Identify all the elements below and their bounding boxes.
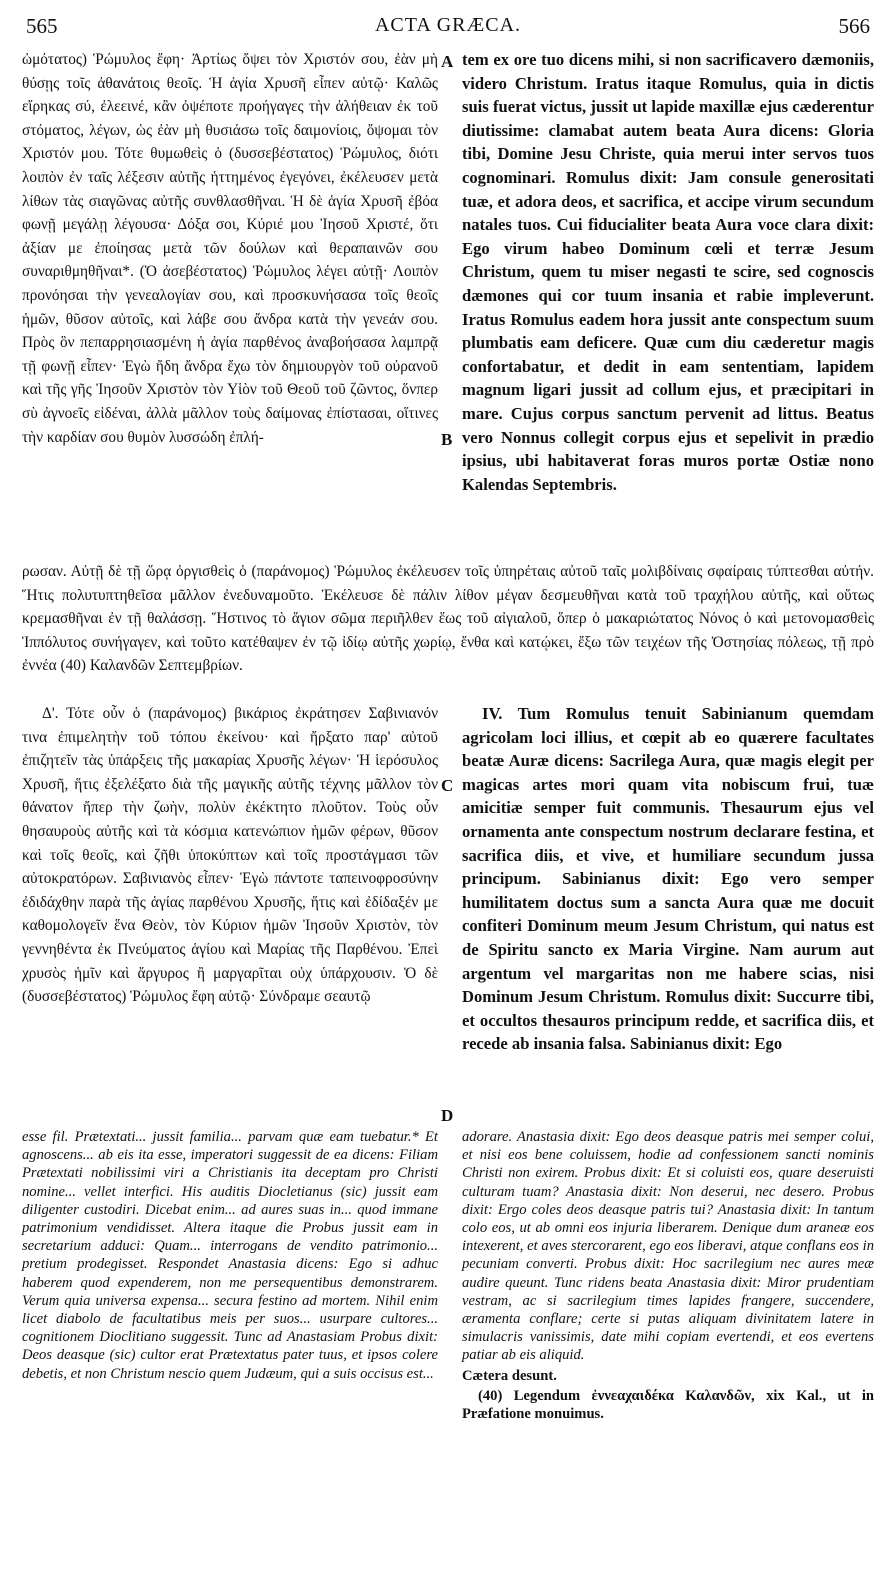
footnote-left-text: esse fil. Prætextati... jussit familia... parvam quæ eam tuebatur.* Et agnoscens... ab eis ita esse, imperatori suggessit de ea dicens: Filiam Prætextati nobilissimi viri a Christianis ita deceptam pro Christi nomine... vellet interfici. His auditis Diocletianus (sic) jussit eam diligenter custodiri. Dicebat enim... ad aures suas in... quod immane patrimonium vendidisset. Altera itaque die Probus jussit eam in secretarium adduci: Quam... interrogans de vendito patrimonio... pretium prodegisset. Respondet Anastasia dicens: Ego si adhuc haberem quod expenderem, non me persequentibus demonstrarem. Verum quia universa expensa... secura festino ad mortem. Nihil enim licet diabolo de facultatibus meis per suos... usurpare cultores... cognitionem Dioclitiano suggessit. Tunc ad Anastasiam Probus dixit: Deos deasque (sic) cultor erat Prætextatus pater tuus, et ipsos colere debetis, et non Christum nescio quem Judæum, qui a suis occisus est...: [22, 1129, 438, 1382]
greek-column-lower: [22, 702, 438, 1009]
footnote-40: (40) Legendum ἐννεαχαιδέκα Καλανδῶν, xix Kal., ut in Præfatione monuimus.: [462, 1387, 874, 1423]
greek-text-upper: ὠμότατος) Ῥώμυλος ἔφη· Ἀρτίως ὄψει τὸν Χριστόν σου, ἐὰν μὴ θύσῃς τοῖς ἀθανάτοις θεοῖς. Ἡ ἁγία Χρυσῆ εἶπεν αὐτῷ· Καλῶς εἴρηκας σύ, ἐλεεινέ, κἂν ὀψέποτε προήγαγες τὴν ἀλήθειαν ἐκ τοῦ στόματος, λέγων, ὡς ἐὰν μὴ θυσιάσω τοῖς δαιμονίοις, ὄψομαι τὸν Χριστόν μου. Τότε θυμωθεὶς ὁ (δυσσεβέστατος) Ῥώμυλος, διότι λοιπὸν ἐν ταῖς λέξεσιν αὐτῆς ἡττημένος ἐγεγόνει, ἐκέλευσεν μετὰ λίθων τὰς σιαγῶνας αὐτῆς συνθλασθῆναι. Ἡ δὲ ἁγία Χρυσῆ ἐβόα φωνῇ μεγάλῃ λέγουσα· Δόξα σοι, Κύριέ μου Ἰησοῦ Χριστέ, ὅτι ἀξίαν με ἐποίησας μετὰ τῶν δούλων καὶ θεραπαινῶν σου συναριθμηθῆναι*. (Ὁ ἀσεβέστατος) Ῥώμυλος λέγει αὐτῇ· Λοιπὸν προνόησαι τὴν γενεαλογίαν σου, καὶ προσκυνήσασα τοῖς θεοῖς ἡμῶν, θῦσον αὐτοῖς, καὶ λάβε σου ἄνδρα κατὰ τὴν γενεάν σου. Πρὸς ὃν πεπαρρησιασμένη ἡ ἁγία παρθένος ἀναβοήσασα λαμπρᾷ τῇ φωνῇ εἶπεν· Ἐγὼ ἤδη ἄνδρα ἔχω τὸν δημιουργὸν τοῦ οὐρανοῦ καὶ τῆς γῆς Ἰησοῦν Χριστὸν τὸν Υἱὸν τοῦ Θεοῦ τοῦ ζῶντος, ὅνπερ σὺ ἀγνοεῖς εἰδέναι, ἀλλὰ μᾶλλον τοὺς δαίμονας ἐπίστασαι, οἵτινες τὴν καρδίαν σου θυμὸν λυσσώδη ἐπλή-: [22, 51, 438, 446]
latin-text-lower: IV. Tum Romulus tenuit Sabinianum quemdam agricolam loci illius, et cœpit ab eo quærere facultates beatæ Auræ dicens: Sacrilega Aura, quæ magis elegit per magicas artes mori quam vita nobiscum frui, tuæ amicitiæ semper fuit communis. Thesaurum ejus vel ornamenta ante conspectum nostrum declarare festina, et sacrifica diis, et vive, et humiliare secundum jussa principum. Sabinianus dixit: Ego vero semper humilitatem doctus sum a sancta Aura quæ me docuit confiteri Dominum meum Jesum Christum, qui natus est de Spiritu sancto ex Maria Virgine. Nam aurum aut argentum vel margaritas non me habere scias, nisi Dominum Jesum Christum. Romulus dixit: Succurre tibi, et occultos thesauros principum redde, et sacrifica diis, et recede ab insania falsa. Sabinianus dixit: Ego: [462, 704, 874, 1054]
footnotes-left: [22, 1128, 438, 1385]
margin-marker-b: B: [441, 430, 453, 449]
latin-column-lower: [462, 702, 874, 1056]
margin-marker-a: A: [441, 52, 454, 71]
margin-marker-d: D: [441, 1106, 454, 1125]
greek-full-width: [22, 560, 874, 678]
running-title: ACTA GRÆCA.: [374, 14, 522, 36]
left-page-number: 565: [26, 14, 58, 38]
right-page-number: 566: [838, 14, 870, 38]
footnote-right-text: adorare. Anastasia dixit: Ego deos deasque patris mei semper colui, et nisi eos bene coluissem, hodie ad confessionem sancti nominis Christi non exirem. Probus dixit: Et si coluisti eos, quare deseruisti culturam tuam? Anastasia dixit: Non deserui, nec desero. Probus dixit: Ergo coles deos deasque patris tui? Anastasia dixit: In tantum colo eos, ut ab omni eos injuria liberarem. Denique dum araneæ eos intexerent, et aves stercorarent, ego eos liberavi, atque conflans eos in pecuniam converti. Probus dixit: Hoc sacrilegium nec aures meæ audire queunt. Tunc ridens beata Anastasia dixit: Miror prudentiam vestram, ac si sacrilegium times lapides frangere, succendere, æramenta conflare; certe si putas aliquam divinitatem latere in simulacris vanissimis, date mihi copiam evertendi, et eos evertens patiar ab eis aliquid.: [462, 1129, 874, 1364]
greek-column-upper: [22, 48, 438, 449]
footnote-end: Cætera desunt.: [462, 1367, 557, 1384]
footnotes-right: [462, 1128, 874, 1425]
running-header: [26, 14, 870, 42]
greek-full-text: ρωσαν. Αὐτῇ δὲ τῇ ὥρᾳ ὀργισθεὶς ὁ (παράνομος) Ῥώμυλος ἐκέλευσεν τοῖς ὑπηρέταις αὐτοῦ ταῖς μολιβδίναις σφαίραις τύπτεσθαι αὐτήν. Ἥτις πολυτυπτηθεῖσα μᾶλλον ἐνεδυναμοῦτο. Ἐκέλευσε δὲ πάλιν λίθον μέγαν δεσμευθῆναι κατὰ τοῦ τραχήλου αὐτῆς, καὶ οὕτως κρεμασθῆναι ἐν τῇ θαλάσσῃ. Ἥστινος τὸ ἅγιον σῶμα περιῆλθεν ἕως τοῦ αἰγιαλοῦ, ὅπερ ὁ μακαριώτατος Νόνος ὁ καὶ μετονομασθεὶς Ἱππόλυτος συνήγαγεν, καὶ τοῦτο κατέθαψεν ἐν τῷ ἰδίῳ αὐτῆς χωρίῳ, ἔνθα καὶ κατῴκει, ἔξω τῶν τειχέων τῆς Ὀστησίας πόλεως, τῇ πρὸ ἐννέα (40) Καλανδῶν Σεπτεμβρίων.: [22, 563, 874, 675]
latin-column-upper: [462, 48, 874, 496]
greek-text-lower: Δ'. Τότε οὖν ὁ (παράνομος) βικάριος ἐκράτησεν Σαβινιανόν τινα ἐπιμελητὴν τοῦ τόπου ἐκείνου· καὶ ἤρξατο παρ' αὐτοῦ ἐπιζητεῖν τὰς ὑπάρξεις τῆς μακαρίας Χρυσῆς λέγων· Ἡ ἱερόσυλος Χρυσῆ, ἥτις ἐξελέξατο διὰ τῆς μαγικῆς αὐτῆς τέχνης μᾶλλον τὸν θάνατον ἤπερ τὴν ζωὴν, πολὺν ἐκέκτητο πλοῦτον. Τοὺς οὖν θησαυροὺς αὐτῆς καὶ τὰ κόσμια κατενώπιον ἡμῶν φέρων, θῦσον καὶ τοῖς θεοῖς, καὶ ζῆθι ὑποκύπτων καὶ τοῖς προστάγμασι τῶν αὐτοκρατόρων. Σαβινιανὸς εἶπεν· Ἐγὼ πάντοτε ταπεινοφροσύνην ἐδιδάχθην παρὰ τῆς ἁγίας παρθένου Χρυσῆς, ἥτις καὶ ἐδίδαξέν με καθομολογεῖν ἕνα Θεὸν, τὸν Κύριον ἡμῶν Ἰησοῦν Χριστὸν, τὸν γεννηθέντα ἐκ Πνεύματος ἁγίου καὶ Μαρίας τῆς Παρθένου. Ἐπεὶ χρυσὸς ἡμῖν καὶ ἄργυρος ἢ μαργαρῖται οὐχ ὑπάρχουσιν. Ὁ δὲ (δυσσεβέστατος) Ῥώμυλος ἔφη αὐτῷ· Σύνδραμε σεαυτῷ: [22, 705, 438, 1006]
margin-marker-c: C: [441, 776, 454, 795]
latin-text-upper: tem ex ore tuo dicens mihi, si non sacrificavero dæmoniis, videro Christum. Iratus itaque Romulus, quia in dictis suis fuerat victus, jussit ut lapide maxillæ ejus cæderentur diutissime: clamabat autem beata Aura dicens: Gloria tibi, Domine Jesu Christe, quia merui inter servos tuos cognominari. Romulus dixit: Jam consule generositati tuæ, et adora deos, et sacrifica, et accipe virum secundum natales tuos. Cui fiducialiter beata Aura voce clara dixit: Ego virum habeo Dominum cœli et terræ Jesum Christum, quem tu miser negasti te scire, sed cognoscis dæmones qui cor tuum insania et rabie impleverunt. Iratus Romulus eadem hora jussit ante conspectum suum plumbatis eam deficere. Quæ cum diu cæderetur magis confortabatur, et dedit in eam sententiam, lapidem magnum ligari jussit ad collum ejus, et præcipitari in mare. Cujus corpus sanctum pervenit ad littus. Beatus vero Nonnus collegit corpus ejus et sepelivit in prædio ipsius, ubi habitaverat foras muros portæ Ostiæ nono Kalendas Septembris.: [462, 50, 874, 494]
